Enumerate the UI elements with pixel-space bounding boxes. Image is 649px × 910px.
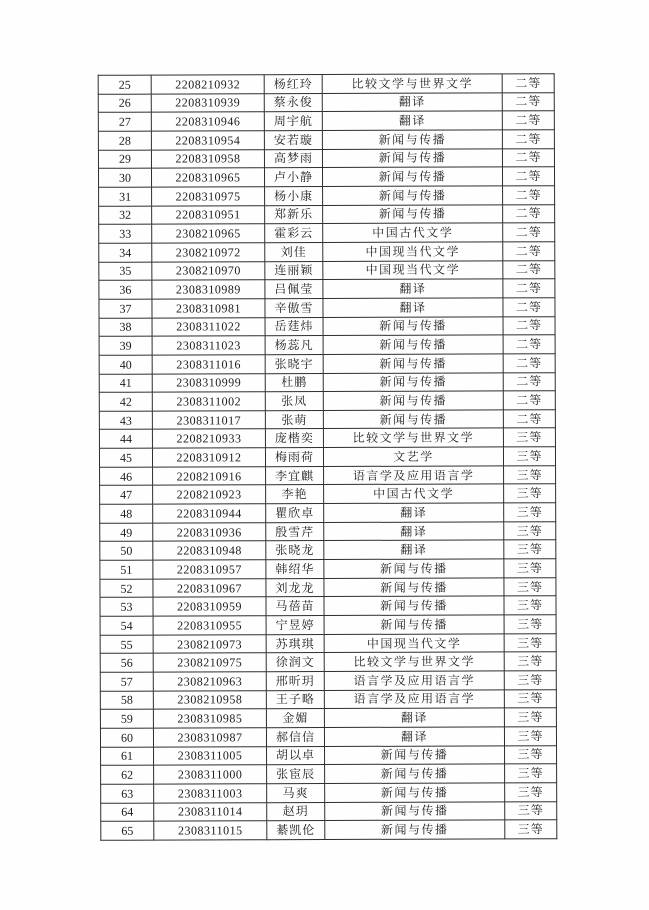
award-level-cell: 二等 — [503, 354, 555, 373]
table-row — [99, 298, 555, 318]
student-id-cell: 2208210923 — [153, 485, 266, 504]
major-cell: 比较文学与世界文学 — [322, 74, 502, 93]
student-name-cell: 邢昕玥 — [266, 672, 324, 691]
award-level-cell: 三等 — [504, 577, 556, 596]
row-number-cell: 51 — [100, 560, 153, 579]
row-number-cell: 30 — [98, 168, 151, 187]
row-number-cell: 52 — [100, 579, 153, 598]
major-cell: 语言学及应用语言学 — [324, 671, 504, 690]
major-cell: 中国古代文学 — [323, 223, 503, 242]
row-number-cell: 27 — [98, 112, 151, 131]
award-level-cell: 二等 — [503, 298, 555, 317]
major-cell: 翻译 — [323, 298, 503, 317]
table-row — [99, 279, 555, 299]
table-row — [99, 428, 555, 448]
major-cell: 比较文学与世界文学 — [324, 652, 504, 671]
student-name-cell: 杨小康 — [265, 186, 323, 205]
student-id-cell: 2208310975 — [152, 187, 265, 206]
award-level-cell: 三等 — [504, 596, 556, 615]
row-number-cell: 53 — [100, 597, 153, 616]
award-level-cell: 二等 — [503, 186, 555, 205]
major-cell: 新闻与传播 — [323, 410, 503, 429]
award-level-cell: 三等 — [505, 820, 557, 839]
student-id-cell: 2208310954 — [151, 131, 264, 150]
major-cell: 新闻与传播 — [325, 746, 505, 765]
award-level-cell: 三等 — [505, 745, 557, 764]
major-cell: 新闻与传播 — [324, 615, 504, 634]
row-number-cell: 35 — [99, 262, 152, 281]
table-row — [100, 596, 556, 616]
award-level-cell: 三等 — [505, 764, 557, 783]
student-id-cell: 2208310939 — [151, 93, 264, 112]
award-level-cell: 二等 — [503, 223, 555, 242]
student-name-cell: 安若璇 — [264, 130, 322, 149]
student-id-cell: 2308210958 — [153, 690, 266, 709]
table-row — [98, 92, 554, 112]
student-name-cell: 蔡永俊 — [264, 93, 322, 112]
student-name-cell: 张凤 — [265, 392, 323, 411]
award-level-cell: 三等 — [504, 540, 556, 559]
student-name-cell: 杨蕊凡 — [265, 336, 323, 355]
row-number-cell: 29 — [98, 150, 151, 169]
student-id-cell: 2308210965 — [152, 224, 265, 243]
major-cell: 新闻与传播 — [322, 167, 502, 186]
row-number-cell: 55 — [100, 635, 153, 654]
major-cell: 新闻与传播 — [323, 316, 503, 335]
student-name-cell: 瞿欣卓 — [266, 504, 324, 523]
student-id-cell: 2208310957 — [153, 560, 266, 579]
table-row — [100, 484, 556, 504]
student-id-cell: 2208310955 — [153, 616, 266, 635]
table-row — [99, 204, 555, 224]
major-cell: 新闻与传播 — [325, 820, 505, 839]
student-name-cell: 郑新乐 — [265, 205, 323, 224]
student-id-cell: 2208310944 — [153, 504, 266, 523]
row-number-cell: 65 — [101, 821, 154, 840]
table-row — [98, 130, 554, 150]
award-level-cell: 二等 — [503, 372, 555, 391]
award-level-cell: 二等 — [503, 410, 555, 429]
student-name-cell: 霍彩云 — [265, 224, 323, 243]
student-name-cell: 张晓宇 — [265, 354, 323, 373]
student-id-cell: 2208310967 — [153, 578, 266, 597]
table-row — [101, 820, 557, 840]
row-number-cell: 60 — [100, 728, 153, 747]
student-id-cell: 2308311014 — [154, 802, 267, 821]
table-row — [101, 764, 557, 784]
student-name-cell: 李艳 — [266, 485, 324, 504]
major-cell: 中国古代文学 — [324, 484, 504, 503]
student-id-cell: 2208210916 — [153, 466, 266, 485]
student-id-cell: 2308311002 — [152, 392, 265, 411]
table-row — [100, 633, 556, 653]
row-number-cell: 37 — [99, 299, 152, 318]
row-number-cell: 38 — [99, 318, 152, 337]
award-level-cell: 三等 — [504, 521, 556, 540]
student-id-cell: 2208310912 — [152, 448, 265, 467]
award-level-cell: 三等 — [505, 783, 557, 802]
award-level-cell: 二等 — [503, 242, 555, 261]
table-row — [99, 260, 555, 280]
award-level-cell: 三等 — [504, 708, 556, 727]
table-row — [99, 391, 555, 411]
row-number-cell: 57 — [100, 672, 153, 691]
student-name-cell: 苏琪琪 — [266, 634, 324, 653]
table-row — [100, 559, 556, 579]
student-name-cell: 马蓓苗 — [266, 597, 324, 616]
award-level-cell: 二等 — [503, 204, 555, 223]
student-id-cell: 2308210963 — [153, 672, 266, 691]
student-id-cell: 2208310948 — [153, 541, 266, 560]
major-cell: 翻译 — [324, 540, 504, 559]
major-cell: 中国现当代文学 — [324, 634, 504, 653]
student-name-cell: 綦凯伦 — [267, 821, 325, 840]
student-id-cell: 2208310946 — [151, 112, 264, 131]
student-name-cell: 张晓龙 — [266, 541, 324, 560]
award-level-cell: 三等 — [504, 615, 556, 634]
row-number-cell: 54 — [100, 616, 153, 635]
major-cell: 中国现当代文学 — [323, 242, 503, 261]
student-name-cell: 李宜麒 — [266, 466, 324, 485]
table-row — [99, 410, 555, 430]
student-id-cell: 2308311022 — [152, 317, 265, 336]
student-id-cell: 2208210933 — [152, 429, 265, 448]
table-row — [99, 447, 555, 467]
award-list-table — [98, 73, 558, 841]
student-name-cell: 周宇航 — [264, 112, 322, 131]
major-cell: 翻译 — [322, 111, 502, 130]
student-name-cell: 岳莛炜 — [265, 317, 323, 336]
major-cell: 翻译 — [322, 93, 502, 112]
major-cell: 翻译 — [323, 279, 503, 298]
row-number-cell: 62 — [101, 765, 154, 784]
table-row — [100, 540, 556, 560]
major-cell: 翻译 — [324, 708, 504, 727]
row-number-cell: 31 — [99, 187, 152, 206]
student-id-cell: 2208310958 — [151, 149, 264, 168]
row-number-cell: 43 — [99, 411, 152, 430]
table-row — [100, 503, 556, 523]
student-id-cell: 2208210932 — [151, 75, 264, 94]
major-cell: 新闻与传播 — [322, 149, 502, 168]
student-id-cell: 2308310981 — [152, 299, 265, 318]
student-id-cell: 2308210970 — [152, 261, 265, 280]
student-name-cell: 郝信信 — [266, 727, 324, 746]
row-number-cell: 25 — [98, 75, 151, 94]
student-id-cell: 2208310936 — [153, 522, 266, 541]
major-cell: 新闻与传播 — [323, 335, 503, 354]
table-row — [100, 465, 556, 485]
major-cell: 新闻与传播 — [323, 354, 503, 373]
major-cell: 新闻与传播 — [324, 578, 504, 597]
award-level-cell: 二等 — [502, 74, 554, 93]
student-name-cell: 徐润文 — [266, 653, 324, 672]
student-name-cell: 韩绍华 — [266, 560, 324, 579]
student-name-cell: 梅雨荷 — [265, 448, 323, 467]
award-level-cell: 三等 — [504, 559, 556, 578]
award-level-cell: 二等 — [502, 167, 554, 186]
student-id-cell: 2208310959 — [153, 597, 266, 616]
table-row — [99, 372, 555, 392]
student-name-cell: 卢小静 — [264, 168, 322, 187]
student-name-cell: 杜鹏 — [265, 373, 323, 392]
major-cell: 翻译 — [324, 727, 504, 746]
major-cell: 新闻与传播 — [324, 596, 504, 615]
student-id-cell: 2308311016 — [152, 355, 265, 374]
row-number-cell: 39 — [99, 336, 152, 355]
major-cell: 新闻与传播 — [323, 204, 503, 223]
student-id-cell: 2308311017 — [152, 411, 265, 430]
major-cell: 翻译 — [324, 503, 504, 522]
major-cell: 新闻与传播 — [323, 186, 503, 205]
award-level-cell: 三等 — [504, 727, 556, 746]
student-table-body — [98, 74, 557, 841]
major-cell: 新闻与传播 — [325, 801, 505, 820]
table-row — [100, 671, 556, 691]
row-number-cell: 50 — [100, 542, 153, 561]
table-row — [100, 689, 556, 709]
row-number-cell: 64 — [101, 803, 154, 822]
row-number-cell: 46 — [100, 467, 153, 486]
award-level-cell: 二等 — [502, 111, 554, 130]
major-cell: 新闻与传播 — [322, 130, 502, 149]
award-level-cell: 三等 — [504, 633, 556, 652]
student-id-cell: 2308311023 — [152, 336, 265, 355]
major-cell: 新闻与传播 — [323, 372, 503, 391]
award-level-cell: 三等 — [504, 484, 556, 503]
major-cell: 中国现当代文学 — [323, 260, 503, 279]
row-number-cell: 44 — [99, 430, 152, 449]
award-level-cell: 三等 — [503, 447, 555, 466]
table-row — [101, 783, 557, 803]
student-id-cell: 2208310951 — [152, 205, 265, 224]
row-number-cell: 45 — [99, 448, 152, 467]
student-id-cell: 2308210972 — [152, 243, 265, 262]
major-cell: 语言学及应用语言学 — [324, 690, 504, 709]
major-cell: 新闻与传播 — [325, 783, 505, 802]
award-level-cell: 三等 — [503, 428, 555, 447]
student-id-cell: 2308310999 — [152, 373, 265, 392]
table-row — [98, 148, 554, 168]
row-number-cell: 42 — [99, 392, 152, 411]
student-name-cell: 王子略 — [266, 690, 324, 709]
major-cell: 新闻与传播 — [323, 391, 503, 410]
major-cell: 比较文学与世界文学 — [323, 428, 503, 447]
table-row — [100, 577, 556, 597]
row-number-cell: 41 — [99, 374, 152, 393]
student-id-cell: 2308311003 — [154, 784, 267, 803]
row-number-cell: 47 — [100, 486, 153, 505]
student-name-cell: 连丽颖 — [265, 261, 323, 280]
student-name-cell: 张萌 — [265, 410, 323, 429]
student-name-cell: 马爽 — [267, 783, 325, 802]
table-row — [100, 521, 556, 541]
row-number-cell: 34 — [99, 243, 152, 262]
row-number-cell: 26 — [98, 94, 151, 113]
student-name-cell: 刘龙龙 — [266, 578, 324, 597]
award-level-cell: 三等 — [504, 689, 556, 708]
row-number-cell: 58 — [100, 691, 153, 710]
student-name-cell: 吕佩莹 — [265, 280, 323, 299]
student-id-cell: 2208310965 — [151, 168, 264, 187]
row-number-cell: 28 — [98, 131, 151, 150]
row-number-cell: 49 — [100, 523, 153, 542]
student-id-cell: 2308310985 — [153, 709, 266, 728]
row-number-cell: 36 — [99, 280, 152, 299]
table-row — [98, 111, 554, 131]
table-row — [99, 335, 555, 355]
student-name-cell: 殷雪芹 — [266, 522, 324, 541]
table-row — [99, 186, 555, 206]
table-row — [100, 727, 556, 747]
table-row — [101, 745, 557, 765]
table-row — [98, 74, 554, 94]
award-level-cell: 二等 — [502, 130, 554, 149]
award-level-cell: 二等 — [503, 335, 555, 354]
table-row — [100, 652, 556, 672]
student-name-cell: 杨红玲 — [264, 75, 322, 94]
award-level-cell: 二等 — [503, 316, 555, 335]
major-cell: 新闻与传播 — [325, 764, 505, 783]
student-id-cell: 2308310989 — [152, 280, 265, 299]
student-name-cell: 高梦雨 — [264, 149, 322, 168]
row-number-cell: 61 — [101, 747, 154, 766]
student-name-cell: 赵玥 — [267, 802, 325, 821]
student-name-cell: 胡以卓 — [267, 746, 325, 765]
major-cell: 文艺学 — [323, 447, 503, 466]
student-name-cell: 辛傲雪 — [265, 298, 323, 317]
student-id-cell: 2308210973 — [153, 634, 266, 653]
award-level-cell: 二等 — [503, 260, 555, 279]
table-row — [99, 242, 555, 262]
student-name-cell: 金媚 — [266, 709, 324, 728]
student-id-cell: 2308310987 — [153, 728, 266, 747]
student-id-cell: 2308311000 — [154, 765, 267, 784]
student-id-cell: 2308311005 — [154, 746, 267, 765]
table-row — [101, 801, 557, 821]
award-level-cell: 三等 — [504, 465, 556, 484]
award-level-cell: 二等 — [503, 391, 555, 410]
award-level-cell: 二等 — [502, 148, 554, 167]
student-id-cell: 2308210975 — [153, 653, 266, 672]
award-level-cell: 三等 — [504, 503, 556, 522]
table-row — [100, 708, 556, 728]
table-row — [99, 316, 555, 336]
student-name-cell: 张宦辰 — [267, 765, 325, 784]
student-id-cell: 2308311015 — [154, 821, 267, 840]
table-row — [99, 354, 555, 374]
row-number-cell: 63 — [101, 784, 154, 803]
award-level-cell: 三等 — [504, 652, 556, 671]
major-cell: 新闻与传播 — [324, 559, 504, 578]
row-number-cell: 48 — [100, 504, 153, 523]
row-number-cell: 33 — [99, 224, 152, 243]
student-name-cell: 宁昱婷 — [266, 616, 324, 635]
row-number-cell: 40 — [99, 355, 152, 374]
award-level-cell: 二等 — [503, 279, 555, 298]
table-row — [98, 167, 554, 187]
row-number-cell: 56 — [100, 653, 153, 672]
award-level-cell: 二等 — [502, 92, 554, 111]
row-number-cell: 59 — [100, 709, 153, 728]
award-level-cell: 三等 — [504, 671, 556, 690]
row-number-cell: 32 — [99, 206, 152, 225]
table-row — [99, 223, 555, 243]
award-level-cell: 三等 — [505, 801, 557, 820]
student-name-cell: 庞楷奕 — [265, 429, 323, 448]
major-cell: 翻译 — [324, 522, 504, 541]
table-row — [100, 615, 556, 635]
student-name-cell: 刘佳 — [265, 242, 323, 261]
major-cell: 语言学及应用语言学 — [324, 466, 504, 485]
